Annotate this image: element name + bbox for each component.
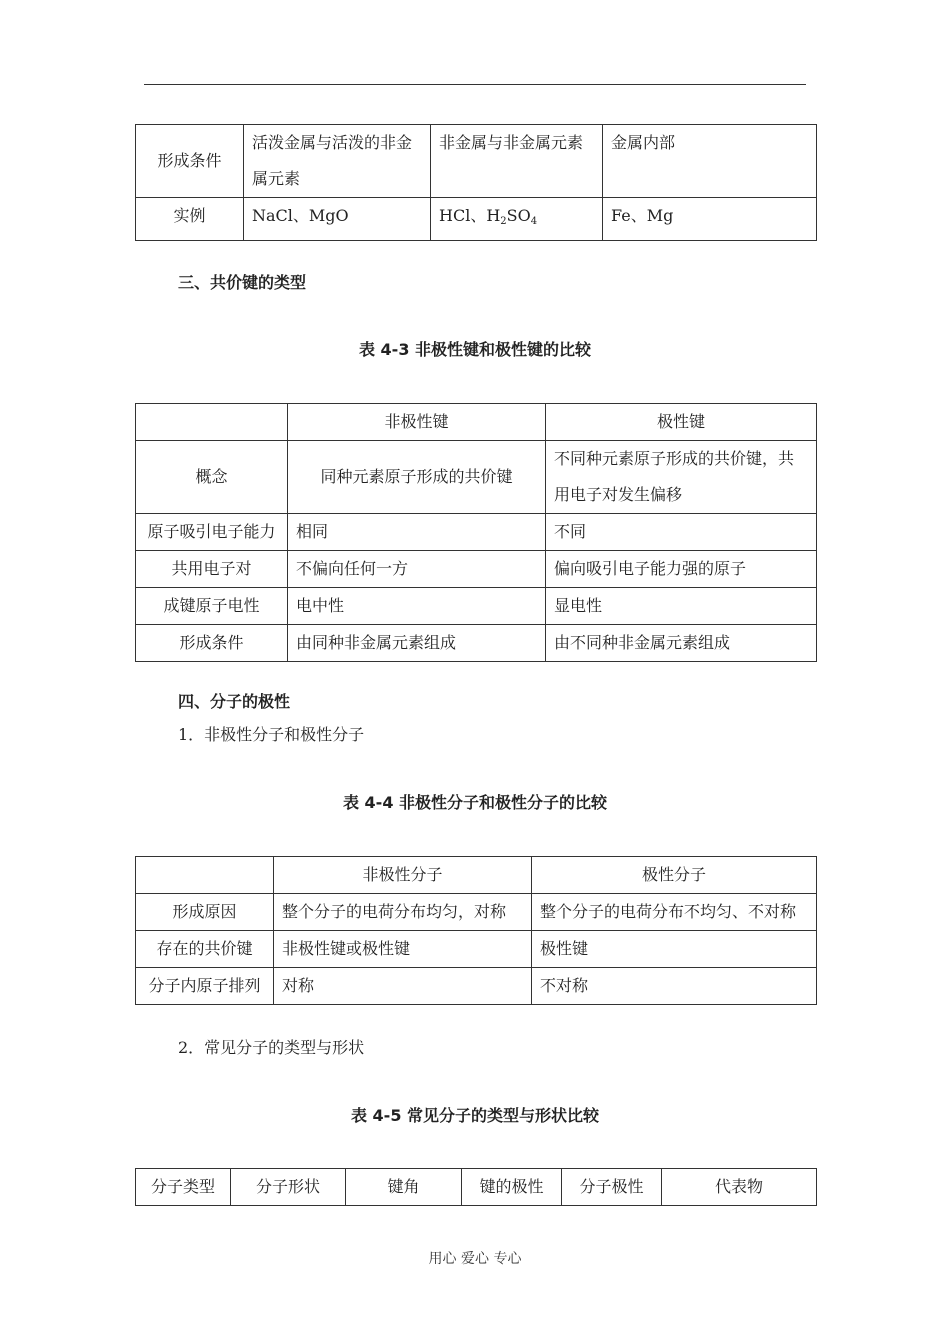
table-cell: 偏向吸引电子能力强的原子 [546,551,817,588]
table-cell-formula: HCl、$H_2SO_4$ [431,198,603,241]
table-row [136,931,817,968]
table-row [136,441,817,514]
row-label: 实例 [136,198,244,241]
header-cell: 分子极性 [562,1169,662,1206]
header-cell: 键的极性 [462,1169,562,1206]
row-label: 共用电子对 [136,551,288,588]
table-cell: 相同 [288,514,546,551]
row-label: 形成原因 [136,894,274,931]
table-caption-4-5: 表 4-5 常见分子的类型与形状比较 [350,1106,600,1125]
polar-nonpolar-bond-table [135,403,817,662]
header-rule [144,84,806,85]
table-header-row [136,404,817,441]
table-row [136,125,817,198]
row-label: 原子吸引电子能力 [136,514,288,551]
bond-type-table-continued [135,124,817,241]
header-cell [136,857,274,894]
row-label: 分子内原子排列 [136,968,274,1005]
table-cell: 非金属与非金属元素 [431,125,603,198]
table-cell: 对称 [274,968,532,1005]
header-cell: 极性分子 [532,857,817,894]
subsection-title-1: 1．非极性分子和极性分子 [178,725,365,744]
table-cell: 由同种非金属元素组成 [288,625,546,662]
table-cell: 非极性键或极性键 [274,931,532,968]
row-label: 成键原子电性 [136,588,288,625]
subsection-title-2: 2．常见分子的类型与形状 [178,1038,365,1057]
page-footer: 用心 爱心 专心 [428,1251,522,1267]
row-label: 存在的共价键 [136,931,274,968]
table-cell: Fe、Mg [603,198,817,241]
table-row [136,198,817,241]
table-row [136,588,817,625]
table-header-row [136,1169,817,1206]
molecule-shape-table [135,1168,817,1206]
table-header-row [136,857,817,894]
header-cell: 极性键 [546,404,817,441]
table-cell: 电中性 [288,588,546,625]
table-cell: 不对称 [532,968,817,1005]
table-cell: 显电性 [546,588,817,625]
section-heading-covalent-bond-types: 三、共价键的类型 [178,273,307,292]
row-label: 形成条件 [136,625,288,662]
header-cell: 分子形状 [231,1169,346,1206]
header-cell: 非极性分子 [274,857,532,894]
header-cell [136,404,288,441]
table-row [136,551,817,588]
row-label: 形成条件 [136,125,244,198]
header-cell: 分子类型 [136,1169,231,1206]
table-cell: 同种元素原子形成的共价键 [288,441,546,514]
header-cell: 代表物 [662,1169,817,1206]
table-row [136,625,817,662]
table-row [136,968,817,1005]
table-cell: NaCl、MgO [244,198,431,241]
table-cell: 由不同种非金属元素组成 [546,625,817,662]
table-caption-4-4: 表 4-4 非极性分子和极性分子的比较 [342,793,608,812]
table-row [136,514,817,551]
table-cell: 活泼金属与活泼的非金属元素 [244,125,431,198]
header-cell: 非极性键 [288,404,546,441]
table-cell: 整个分子的电荷分布均匀，对称 [274,894,532,931]
section-heading-molecular-polarity: 四、分子的极性 [178,692,291,711]
table-caption-4-3: 表 4-3 非极性键和极性键的比较 [358,340,592,359]
table-cell: 不同 [546,514,817,551]
table-cell: 不同种元素原子形成的共价键，共用电子对发生偏移 [546,441,817,514]
row-label: 概念 [136,441,288,514]
table-row [136,894,817,931]
polar-nonpolar-molecule-table [135,856,817,1005]
table-cell: 极性键 [532,931,817,968]
table-cell: 金属内部 [603,125,817,198]
table-cell: 整个分子的电荷分布不均匀、不对称 [532,894,817,931]
header-cell: 键角 [346,1169,462,1206]
table-cell: 不偏向任何一方 [288,551,546,588]
